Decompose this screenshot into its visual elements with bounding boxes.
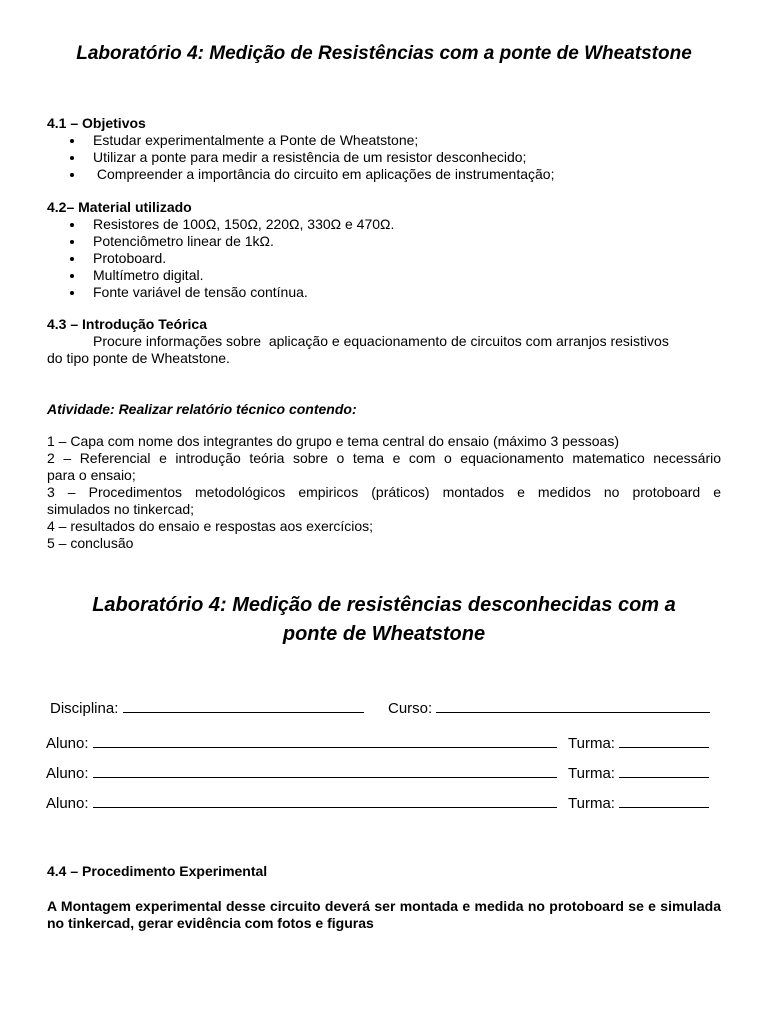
form-title-line2: ponte de Wheatstone	[282, 623, 486, 645]
introducao-text-line1: Procure informações sobre aplicação e equacionamento de circuitos com arranjos resistivos	[93, 333, 669, 349]
curso-label: Curso:	[388, 700, 433, 717]
bullet-icon	[70, 240, 74, 244]
activity-item-2-line1: 2 – Referencial e introdução teória sobre o tema e com o equacionamento matematico necessário	[47, 450, 721, 466]
aluno-field-2[interactable]	[93, 763, 557, 778]
list-item: Estudar experimentalmente a Ponte de Wheatstone;	[47, 132, 554, 149]
turma-label: Turma:	[568, 795, 615, 812]
list-item: Potenciômetro linear de 1kΩ.	[47, 233, 394, 250]
turma-label: Turma:	[568, 735, 615, 752]
aluno-row-3	[46, 793, 557, 812]
aluno-field-3[interactable]	[93, 793, 557, 808]
list-item: Multímetro digital.	[47, 267, 394, 284]
turma-field-2[interactable]	[619, 763, 709, 778]
activity-item-1: 1 – Capa com nome dos integrantes do grupo e tema central do ensaio (máximo 3 pessoas)	[47, 433, 619, 449]
form-title-line1: Laboratório 4: Medição de resistências desconhecidas com a	[92, 594, 676, 616]
bullet-icon	[70, 173, 74, 177]
activity-item-3-line2: simulados no tinkercad;	[47, 501, 195, 517]
turma-field-3[interactable]	[619, 793, 709, 808]
bullet-icon	[70, 139, 74, 143]
activity-item-5: 5 – conclusão	[47, 535, 134, 551]
aluno-field-1[interactable]	[93, 733, 557, 748]
turma-label: Turma:	[568, 765, 615, 782]
procedimento-text: A Montagem experimental desse circuito deverá ser montada e medida no protoboard se e simulada no tinkercad, gerar evidência com fotos e figuras	[47, 898, 721, 931]
bullet-icon	[70, 291, 74, 295]
section-introducao-heading: 4.3 – Introdução Teórica	[47, 316, 208, 332]
disciplina-label: Disciplina:	[50, 700, 119, 717]
disciplina-row	[50, 698, 364, 717]
bullet-icon	[70, 274, 74, 278]
disciplina-field[interactable]	[123, 698, 364, 713]
activity-list	[47, 433, 721, 552]
list-item: Resistores de 100Ω, 150Ω, 220Ω, 330Ω e 470Ω.	[47, 216, 394, 233]
aluno-row-1	[46, 733, 557, 752]
form-title	[40, 591, 728, 649]
bullet-icon	[70, 257, 74, 261]
bullet-icon	[70, 156, 74, 160]
aluno-label: Aluno:	[46, 735, 89, 752]
list-item: Compreender a importância do circuito em aplicações de instrumentação;	[47, 166, 554, 183]
introducao-text-line2: do tipo ponte de Wheatstone.	[47, 350, 230, 366]
aluno-row-2	[46, 763, 557, 782]
section-material-heading: 4.2– Material utilizado	[47, 199, 192, 215]
section-procedimento-heading: 4.4 – Procedimento Experimental	[47, 863, 268, 879]
activity-item-2-line2: para o ensaio;	[47, 467, 136, 483]
curso-row	[388, 698, 710, 717]
turma-row-2	[568, 763, 709, 782]
activity-title: Atividade: Realizar relatório técnico contendo:	[47, 401, 357, 417]
activity-item-4: 4 – resultados do ensaio e respostas aos exercícios;	[47, 518, 374, 534]
aluno-label: Aluno:	[46, 765, 89, 782]
objetivos-list	[47, 132, 554, 183]
list-item: Fonte variável de tensão contínua.	[47, 284, 394, 301]
curso-field[interactable]	[436, 698, 710, 713]
section-objetivos-heading: 4.1 – Objetivos	[47, 115, 146, 131]
turma-row-1	[568, 733, 709, 752]
turma-row-3	[568, 793, 709, 812]
material-list	[47, 216, 394, 301]
aluno-label: Aluno:	[46, 795, 89, 812]
list-item: Protoboard.	[47, 250, 394, 267]
list-item: Utilizar a ponte para medir a resistência de um resistor desconhecido;	[47, 149, 554, 166]
bullet-icon	[70, 223, 74, 227]
turma-field-1[interactable]	[619, 733, 709, 748]
page-title: Laboratório 4: Medição de Resistências com a ponte de Wheatstone	[76, 43, 692, 64]
activity-item-3-line1: 3 – Procedimentos metodológicos empiricos (práticos) montados e medidos no protoboard e	[47, 484, 721, 500]
